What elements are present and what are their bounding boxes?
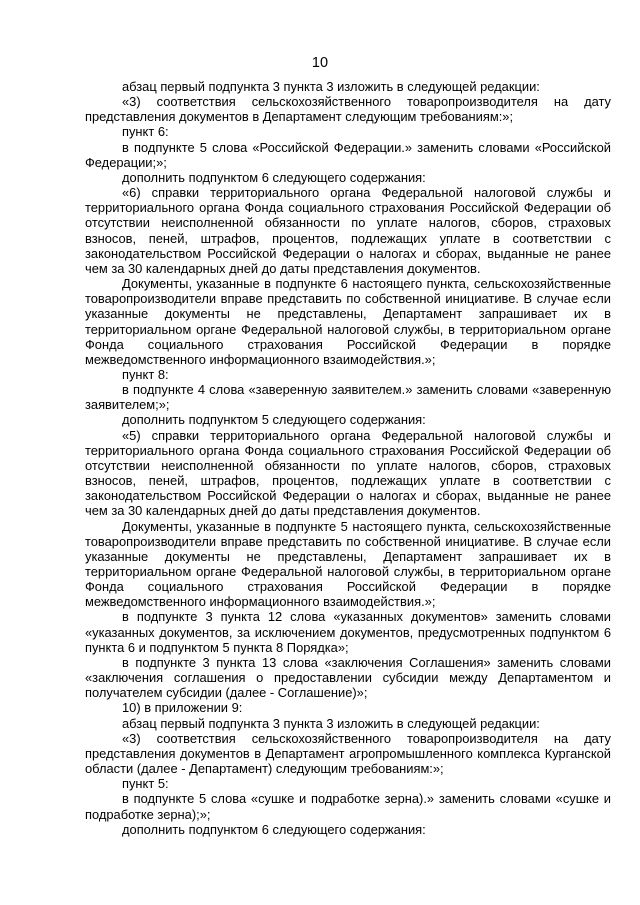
paragraph: Документы, указанные в подпункте 6 настоящего пункта, сельскохозяйственные товаропроизводители вправе представить по собственной инициативе. В случае если указанные документы не представлены, Департамент запрашивает их в территориальном органе Федеральной налоговой службы, в территориальном органе Фонда социального страхования Российской Федерации в порядке межведомственного информационного взаимодействия.»; xyxy=(85,276,611,367)
paragraph: «6) справки территориального органа Федеральной налоговой службы и территориального органа Фонда социального страхования Российской Федерации об отсутствии неисполненной обязанности по уплате налогов, сборов, страховых взносов, пеней, штрафов, процентов, подлежащих уплате в соответствии с законодательством Российской Федерации о налогах и сборах, выданные не ранее чем за 30 календарных дней до даты представления документов. xyxy=(85,185,611,276)
paragraph: 10) в приложении 9: xyxy=(122,700,243,716)
paragraph: «3) соответствия сельскохозяйственного товаропроизводителя на дату представления документов в Департамент агропромышленного комплекса Курганской области (далее - Департамент) следующим требованиям:»; xyxy=(85,730,611,777)
paragraph: абзац первый подпункта 3 пункта 3 изложить в следующей редакции: xyxy=(122,79,540,94)
paragraph: «3) соответствия сельскохозяйственного товаропроизводителя на дату представления документов в Департамент следующим требованиям:»; xyxy=(85,94,611,125)
paragraph: пункт 6: xyxy=(122,124,169,140)
paragraph: в подпункте 3 пункта 13 слова «заключения Соглашения» заменить словами «заключения соглашения о предоставлении субсидии между Департаментом и получателем субсидии (далее - Соглашение)»; xyxy=(85,654,611,701)
paragraph: в подпункте 4 слова «заверенную заявителем.» заменить словами «заверенную заявителем;»; xyxy=(85,382,611,413)
paragraph: «5) справки территориального органа Федеральной налоговой службы и территориального органа Фонда социального страхования Российской Федерации об отсутствии неисполненной обязанности по уплате налогов, сборов, страховых взносов, пеней, штрафов, процентов, подлежащих уплате в соответствии с законодательством Российской Федерации о налогах и сборах, выданные не ранее чем за 30 календарных дней до даты представления документов. xyxy=(85,427,611,519)
paragraph: дополнить подпунктом 6 следующего содержания: xyxy=(122,821,426,837)
paragraph: в подпункте 3 пункта 12 слова «указанных документов» заменить словами «указанных документов, за исключением документов, предусмотренных подпунктом 6 пункта 6 и подпунктом 5 пункта 8 Порядка»; xyxy=(85,609,611,655)
paragraph: Документы, указанные в подпункте 5 настоящего пункта, сельскохозяйственные товаропроизводители вправе представить по собственной инициативе. В случае если указанные документы не представлены, Департамент запрашивает их в территориальном органе Федеральной налоговой службы, в территориальном органе Фонда социального страхования Российской Федерации в порядке межведомственного информационного взаимодействия.»; xyxy=(85,518,611,610)
paragraph: дополнить подпунктом 5 следующего содержания: xyxy=(122,412,426,428)
page-number: 10 xyxy=(311,55,329,71)
document-body xyxy=(85,79,611,837)
paragraph: абзац первый подпункта 3 пункта 3 изложить в следующей редакции: xyxy=(122,715,540,731)
paragraph: дополнить подпунктом 6 следующего содержания: xyxy=(122,169,426,185)
paragraph: в подпункте 5 слова «сушке и подработке зерна).» заменить словами «сушке и подработке зерна);»; xyxy=(85,791,611,822)
paragraph: пункт 5: xyxy=(122,776,169,792)
paragraph: в подпункте 5 слова «Российской Федерации.» заменить словами «Российской Федерации;»; xyxy=(85,139,611,170)
paragraph: пункт 8: xyxy=(122,366,169,382)
